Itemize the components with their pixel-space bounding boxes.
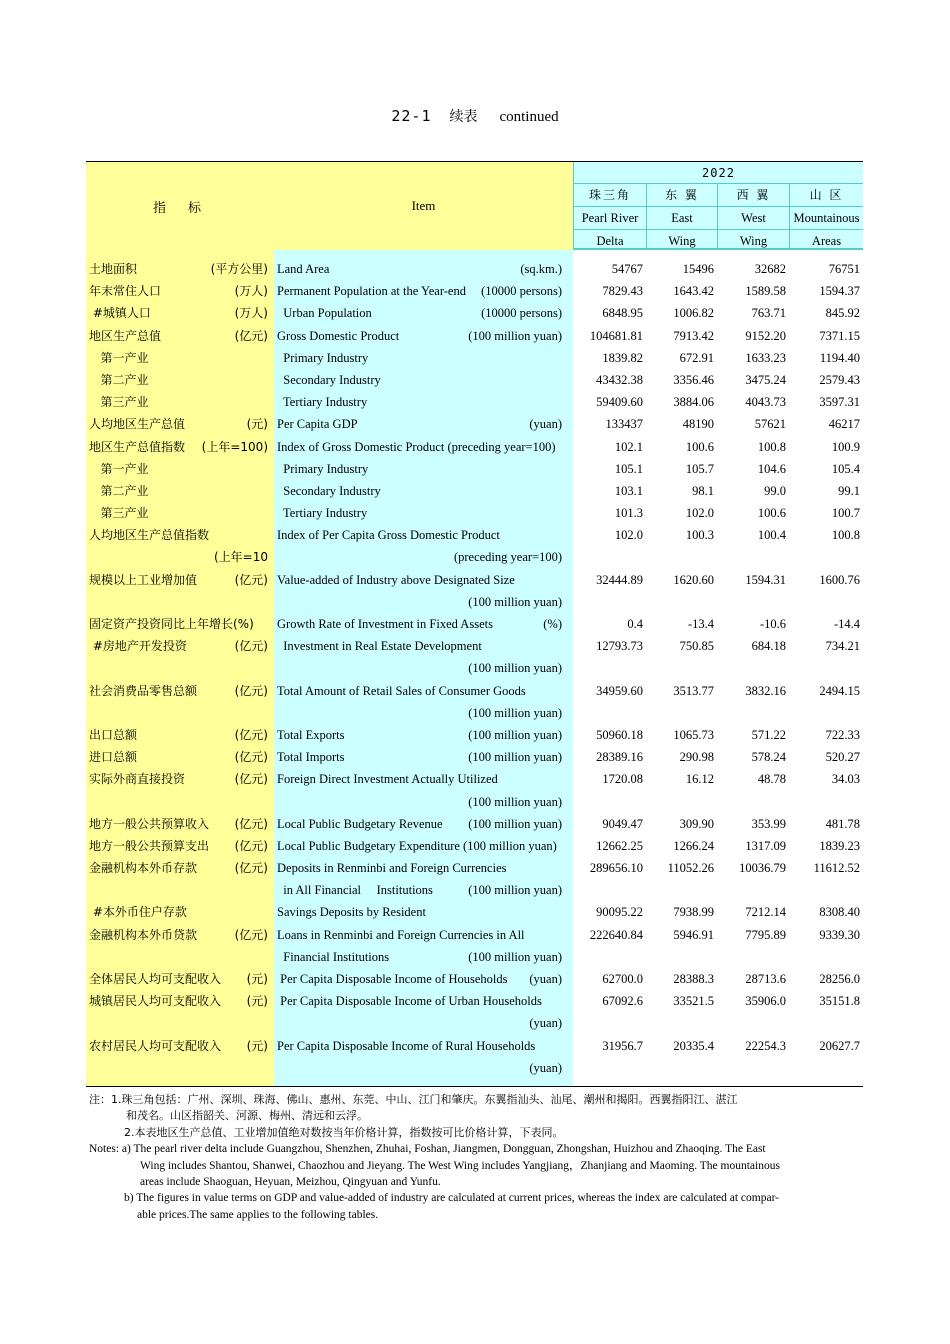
row-unit-en: (preceding year=100) — [453, 550, 562, 565]
row-label-en: Local Public Budgetary Revenue — [277, 816, 443, 831]
value-east-wing: 290.98 — [679, 750, 714, 765]
value-west-wing: 763.71 — [751, 306, 786, 321]
value-mountainous-areas: 722.33 — [825, 727, 860, 742]
header-region-mountainous-areas: 山 区 Mountainous Areas — [789, 184, 863, 250]
value-mountainous-areas: 1600.76 — [819, 572, 860, 587]
row-unit-en: (yuan) — [529, 1016, 562, 1031]
header-region-pearl-river-delta: 珠三角 Pearl River Delta — [573, 184, 646, 250]
row-unit-cn: (亿元) — [234, 838, 268, 853]
value-pearl-river-delta: 0.4 — [627, 617, 643, 631]
value-west-wing: 7795.89 — [745, 927, 786, 942]
value-east-wing: -13.4 — [687, 617, 714, 631]
value-west-wing: 48.78 — [757, 772, 786, 787]
row-unit-cn: (万人) — [234, 284, 268, 299]
row-unit-cn: (万人) — [234, 306, 268, 321]
row-unit-cn: (亿元) — [234, 772, 268, 787]
value-east-wing: 33521.5 — [673, 994, 714, 1009]
row-label-cn: 第二产业 — [89, 483, 149, 498]
header-year: 2022 — [573, 162, 863, 184]
value-pearl-river-delta: 31956.7 — [602, 1038, 643, 1053]
row-label-cn: 全体居民人均可支配收入 — [89, 972, 222, 986]
note-en-b-cont: able prices.The same applies to the following tables. — [137, 1208, 379, 1221]
row-label-cn: 人均地区生产总值指数 — [89, 528, 210, 543]
value-mountainous-areas: 1594.37 — [819, 284, 860, 299]
value-west-wing: 353.99 — [751, 816, 786, 831]
value-west-wing: 28713.6 — [745, 972, 786, 986]
value-mountainous-areas: 1194.40 — [819, 350, 860, 365]
value-pearl-river-delta: 104681.81 — [589, 328, 643, 343]
value-mountainous-areas: 99.1 — [838, 483, 860, 498]
row-label-cn: 社会消费品零售总额 — [89, 683, 198, 698]
row-label-en: Secondary Industry — [277, 483, 381, 498]
row-unit-cn: (元) — [246, 994, 268, 1009]
row-unit-en: (yuan) — [529, 972, 562, 986]
row-label-cn: 第一产业 — [89, 461, 149, 476]
value-mountainous-areas: 35151.8 — [819, 994, 860, 1009]
row-label-en: Primary Industry — [277, 350, 369, 365]
value-east-wing: 102.0 — [685, 506, 714, 521]
value-east-wing: 100.6 — [685, 439, 714, 454]
value-pearl-river-delta: 222640.84 — [589, 927, 643, 942]
value-west-wing: 4043.73 — [745, 395, 786, 410]
row-label-cn: 第二产业 — [89, 372, 149, 387]
row-unit-en: (yuan) — [529, 417, 562, 432]
table-row — [86, 924, 863, 946]
row-unit-cn: (亿元) — [234, 861, 268, 876]
value-pearl-river-delta: 28389.16 — [596, 750, 643, 765]
value-west-wing: 57621 — [754, 417, 786, 432]
table-row — [86, 413, 863, 435]
row-label-cn: 金融机构本外币存款 — [89, 861, 198, 876]
value-pearl-river-delta: 50960.18 — [596, 727, 643, 742]
value-east-wing: 1266.24 — [673, 838, 714, 853]
row-label-en: Deposits in Renminbi and Foreign Currencies — [277, 861, 507, 876]
row-label-cn: 实际外商直接投资 — [89, 772, 186, 787]
row-label-cn: 固定资产投资同比上年增长(%) — [89, 617, 254, 631]
row-label-cn: 地方一般公共预算收入 — [89, 816, 210, 831]
row-label-en: Tertiary Industry — [277, 506, 368, 521]
row-label-en: Total Exports — [277, 727, 345, 742]
row-unit-en: (100 million yuan) — [468, 794, 562, 809]
table-row — [86, 1012, 863, 1034]
note-en-a: Notes: a) The pearl river delta include Guangzhou, Shenzhen, Zhuhai, Foshan, Jiangmen, Dongguan, Zhongshan, Huizhou and Zhaoqing. The East — [89, 1143, 766, 1156]
value-pearl-river-delta: 133437 — [605, 417, 643, 432]
header-indicator-cn: 指标 — [86, 162, 274, 250]
value-west-wing: 104.6 — [757, 461, 786, 476]
header-region-east-wing: 东 翼 East Wing — [646, 184, 717, 250]
table-row — [86, 791, 863, 813]
value-mountainous-areas: 100.8 — [831, 528, 860, 543]
row-label-cn: 年末常住人口 — [89, 284, 162, 299]
row-label-cn: 第三产业 — [89, 395, 149, 410]
table-row — [86, 369, 863, 391]
row-label-en: Index of Gross Domestic Product (preceding year=100) — [277, 439, 556, 454]
row-label-cn: 规模以上工业增加值 — [89, 572, 198, 587]
value-pearl-river-delta: 34959.60 — [596, 683, 643, 698]
row-label-en: Financial Institutions — [277, 949, 390, 964]
value-east-wing: 309.90 — [679, 816, 714, 831]
table-row — [86, 458, 863, 480]
table-row — [86, 436, 863, 458]
value-west-wing: 7212.14 — [745, 905, 786, 920]
value-mountainous-areas: 7371.15 — [819, 328, 860, 343]
row-label-cn: #城镇人口 — [89, 306, 151, 321]
table-row — [86, 946, 863, 968]
value-pearl-river-delta: 289656.10 — [589, 861, 643, 876]
value-pearl-river-delta: 90095.22 — [596, 905, 643, 920]
title-cn: 续表 — [449, 109, 478, 125]
row-label-en: Primary Industry — [277, 461, 369, 476]
statistics-table — [86, 161, 863, 1087]
value-mountainous-areas: 100.7 — [831, 506, 860, 521]
row-label-en: Permanent Population at the Year-end — [277, 284, 466, 299]
row-unit-en: (100 million yuan) — [468, 816, 562, 831]
row-label-en: Per Capita GDP — [277, 417, 358, 432]
value-east-wing: 15496 — [682, 262, 714, 276]
row-unit-cn: (亿元) — [234, 639, 268, 654]
row-label-en: Foreign Direct Investment Actually Utilized — [277, 772, 498, 787]
row-unit-en: (100 million yuan) — [468, 661, 562, 676]
table-row — [86, 391, 863, 413]
row-label-en: Per Capita Disposable Income of Urban Households — [277, 994, 542, 1009]
value-pearl-river-delta: 32444.89 — [596, 572, 643, 587]
value-east-wing: 11052.26 — [667, 861, 714, 876]
row-unit-en: (100 million yuan) — [468, 328, 562, 343]
table-row — [86, 325, 863, 347]
value-mountainous-areas: 28256.0 — [819, 972, 860, 986]
value-east-wing: 28388.3 — [673, 972, 714, 986]
table-row — [86, 968, 863, 990]
value-pearl-river-delta: 67092.6 — [602, 994, 643, 1009]
row-label-en: Investment in Real Estate Development — [277, 639, 482, 654]
value-pearl-river-delta: 62700.0 — [602, 972, 643, 986]
header-item-en: Item — [274, 162, 573, 250]
row-label-cn: #本外币住户存款 — [89, 905, 187, 920]
row-label-cn: 人均地区生产总值 — [89, 417, 186, 432]
value-pearl-river-delta: 102.0 — [614, 528, 643, 543]
row-label-en: Savings Deposits by Resident — [277, 905, 426, 920]
note-cn-1-cont: 和茂名。山区指韶关、河源、梅州、清远和云浮。 — [126, 1109, 368, 1123]
value-mountainous-areas: 481.78 — [825, 816, 860, 831]
value-west-wing: 1633.23 — [745, 350, 786, 365]
row-unit-cn: (亿元) — [234, 572, 268, 587]
value-pearl-river-delta: 12793.73 — [596, 639, 643, 654]
value-mountainous-areas: 76751 — [828, 262, 860, 276]
value-mountainous-areas: -14.4 — [833, 617, 860, 631]
value-mountainous-areas: 734.21 — [825, 639, 860, 654]
value-mountainous-areas: 105.4 — [831, 461, 860, 476]
value-west-wing: 32682 — [754, 262, 786, 276]
row-unit-cn: (元) — [246, 417, 268, 432]
table-row — [86, 480, 863, 502]
value-east-wing: 1065.73 — [673, 727, 714, 742]
table-row — [86, 347, 863, 369]
value-east-wing: 105.7 — [685, 461, 714, 476]
row-label-cn: 出口总额 — [89, 727, 138, 742]
value-east-wing: 672.91 — [679, 350, 714, 365]
value-west-wing: 1594.31 — [745, 572, 786, 587]
value-east-wing: 3356.46 — [673, 372, 714, 387]
value-west-wing: 578.24 — [751, 750, 786, 765]
table-row — [86, 635, 863, 657]
value-pearl-river-delta: 102.1 — [614, 439, 643, 454]
value-mountainous-areas: 9339.30 — [819, 927, 860, 942]
row-unit-cn: (亿元) — [234, 750, 268, 765]
value-east-wing: 3513.77 — [673, 683, 714, 698]
value-pearl-river-delta: 9049.47 — [602, 816, 643, 831]
value-west-wing: 100.8 — [757, 439, 786, 454]
table-notes — [89, 1092, 864, 1223]
value-pearl-river-delta: 1839.82 — [602, 350, 643, 365]
value-mountainous-areas: 46217 — [828, 417, 860, 432]
value-west-wing: 1589.58 — [745, 284, 786, 299]
value-west-wing: 684.18 — [751, 639, 786, 654]
value-east-wing: 1006.82 — [673, 306, 714, 321]
table-title — [0, 106, 950, 126]
table-row — [86, 613, 863, 635]
value-west-wing: 3832.16 — [745, 683, 786, 698]
row-unit-en: (%) — [543, 617, 562, 631]
table-row — [86, 901, 863, 923]
table-row — [86, 746, 863, 768]
value-pearl-river-delta: 54767 — [611, 262, 643, 276]
value-west-wing: 571.22 — [751, 727, 786, 742]
row-unit-en: (100 million yuan) — [468, 883, 562, 898]
value-east-wing: 750.85 — [679, 639, 714, 654]
value-east-wing: 20335.4 — [673, 1038, 714, 1053]
value-mountainous-areas: 100.9 — [831, 439, 860, 454]
table-row — [86, 879, 863, 901]
table-row — [86, 835, 863, 857]
row-unit-cn: (上年=100) — [201, 439, 268, 454]
table-row — [86, 280, 863, 302]
value-mountainous-areas: 34.03 — [831, 772, 860, 787]
table-row — [86, 302, 863, 324]
row-label-en: Index of Per Capita Gross Domestic Product — [277, 528, 500, 543]
value-mountainous-areas: 11612.52 — [813, 861, 860, 876]
title-en: continued — [499, 109, 559, 125]
row-unit-en: (100 million yuan) — [468, 949, 562, 964]
row-label-cn: #房地产开发投资 — [89, 639, 187, 654]
value-pearl-river-delta: 12662.25 — [596, 838, 643, 853]
header-region-west-wing: 西 翼 West Wing — [717, 184, 789, 250]
table-row — [86, 1035, 863, 1057]
value-west-wing: 9152.20 — [745, 328, 786, 343]
value-east-wing: 7913.42 — [673, 328, 714, 343]
value-mountainous-areas: 20627.7 — [819, 1038, 860, 1053]
row-label-cn: 金融机构本外币贷款 — [89, 927, 198, 942]
table-row — [86, 1057, 863, 1079]
value-west-wing: 10036.79 — [739, 861, 786, 876]
table-row — [86, 857, 863, 879]
value-mountainous-areas: 2494.15 — [819, 683, 860, 698]
row-unit-en: (sq.km.) — [520, 262, 562, 276]
value-east-wing: 1643.42 — [673, 284, 714, 299]
table-row — [86, 569, 863, 591]
value-east-wing: 5946.91 — [673, 927, 714, 942]
value-east-wing: 7938.99 — [673, 905, 714, 920]
row-label-en: Urban Population — [277, 306, 372, 321]
value-west-wing: 1317.09 — [745, 838, 786, 853]
row-label-en: Per Capita Disposable Income of Rural Households — [277, 1038, 536, 1053]
value-west-wing: 35906.0 — [745, 994, 786, 1009]
value-pearl-river-delta: 103.1 — [614, 483, 643, 498]
value-pearl-river-delta: 6848.95 — [602, 306, 643, 321]
value-west-wing: 100.6 — [757, 506, 786, 521]
value-pearl-river-delta: 105.1 — [614, 461, 643, 476]
table-row — [86, 813, 863, 835]
table-body — [86, 258, 863, 1079]
row-unit-cn: (元) — [246, 972, 268, 986]
table-row — [86, 258, 863, 280]
value-pearl-river-delta: 59409.60 — [596, 395, 643, 410]
row-unit-en: (10000 persons) — [481, 306, 562, 321]
row-label-en: Per Capita Disposable Income of Households — [277, 972, 508, 986]
value-west-wing: 3475.24 — [745, 372, 786, 387]
row-label-cn: 土地面积 — [89, 262, 138, 276]
table-row — [86, 702, 863, 724]
row-unit-cn: (亿元) — [234, 727, 268, 742]
value-east-wing: 3884.06 — [673, 395, 714, 410]
value-west-wing: 100.4 — [757, 528, 786, 543]
value-west-wing: 22254.3 — [745, 1038, 786, 1053]
table-row — [86, 724, 863, 746]
note-en-a-cont2: areas include Shaoguan, Heyuan, Meizhou, Qingyuan and Yunfu. — [140, 1176, 441, 1189]
row-unit-en: (yuan) — [529, 1060, 562, 1075]
table-row — [86, 768, 863, 790]
value-pearl-river-delta: 7829.43 — [602, 284, 643, 299]
value-west-wing: 99.0 — [764, 483, 786, 498]
row-label-en: Growth Rate of Investment in Fixed Assets — [277, 617, 493, 631]
row-unit-en: (100 million yuan) — [468, 750, 562, 765]
row-label-cn: 地区生产总值 — [89, 328, 162, 343]
row-unit-en: (10000 persons) — [481, 284, 562, 299]
row-label-cn: 地区生产总值指数 — [89, 439, 186, 454]
value-mountainous-areas: 520.27 — [825, 750, 860, 765]
row-unit-en: (100 million yuan) — [468, 594, 562, 609]
table-row — [86, 502, 863, 524]
value-mountainous-areas: 8308.40 — [819, 905, 860, 920]
table-row — [86, 546, 863, 568]
row-unit-cn: (元) — [246, 1038, 268, 1053]
table-row — [86, 657, 863, 679]
row-unit-cn: (平方公里) — [210, 262, 268, 276]
table-row — [86, 591, 863, 613]
note-en-a-cont1: Wing includes Shantou, Shanwei, Chaozhou and Jieyang. The West Wing includes Yangjiang，Zhanjiang and Maoming. The mountainous — [140, 1159, 780, 1172]
value-east-wing: 16.12 — [685, 772, 714, 787]
row-label-en: in All Financial Institutions — [277, 883, 433, 898]
row-unit-en: (100 million yuan) — [468, 705, 562, 720]
value-pearl-river-delta: 43432.38 — [596, 372, 643, 387]
row-label-cn: 农村居民人均可支配收入 — [89, 1038, 222, 1053]
note-en-b: b) The figures in value terms on GDP and value-added of industry are calculated at current prices, whereas the index are calculated at compar- — [124, 1192, 779, 1205]
value-mountainous-areas: 1839.23 — [819, 838, 860, 853]
row-label-cn: 城镇居民人均可支配收入 — [89, 994, 222, 1009]
value-east-wing: 98.1 — [692, 483, 714, 498]
row-unit-cn: (亿元) — [234, 328, 268, 343]
row-label-en: Total Amount of Retail Sales of Consumer Goods — [277, 683, 526, 698]
value-pearl-river-delta: 1720.08 — [602, 772, 643, 787]
row-unit-en: (100 million yuan) — [468, 727, 562, 742]
value-mountainous-areas: 3597.31 — [819, 395, 860, 410]
row-unit-cn: (上年=10 — [213, 550, 268, 565]
row-label-cn: 进口总额 — [89, 750, 138, 765]
row-label-en: Land Area — [277, 262, 330, 276]
table-row — [86, 680, 863, 702]
table-row — [86, 990, 863, 1012]
value-east-wing: 48190 — [682, 417, 714, 432]
value-pearl-river-delta: 101.3 — [614, 506, 643, 521]
value-mountainous-areas: 845.92 — [825, 306, 860, 321]
row-label-en: Value-added of Industry above Designated Size — [277, 572, 515, 587]
value-west-wing: -10.6 — [759, 617, 786, 631]
row-unit-cn: (亿元) — [234, 816, 268, 831]
row-label-en: Loans in Renminbi and Foreign Currencies in All — [277, 927, 525, 942]
table-header — [86, 162, 863, 250]
row-label-en: Local Public Budgetary Expenditure (100 million yuan) — [277, 838, 557, 853]
value-east-wing: 100.3 — [685, 528, 714, 543]
row-unit-cn: (亿元) — [234, 927, 268, 942]
note-cn-1: 注：1.珠三角包括：广州、深圳、珠海、佛山、惠州、东莞、中山、江门和肇庆。东翼指汕头、汕尾、潮州和揭阳。西翼指阳江、湛江 — [89, 1093, 738, 1106]
row-label-en: Secondary Industry — [277, 372, 381, 387]
row-unit-cn: (亿元) — [234, 683, 268, 698]
row-label-cn: 第一产业 — [89, 350, 149, 365]
value-mountainous-areas: 2579.43 — [819, 372, 860, 387]
note-cn-2: 2.本表地区生产总值、工业增加值绝对数按当年价格计算，指数按可比价格计算，下表同。 — [124, 1125, 564, 1139]
table-row — [86, 524, 863, 546]
value-east-wing: 1620.60 — [673, 572, 714, 587]
row-label-en: Total Imports — [277, 750, 345, 765]
row-label-en: Tertiary Industry — [277, 395, 368, 410]
row-label-cn: 第三产业 — [89, 506, 149, 521]
row-label-en: Gross Domestic Product — [277, 328, 400, 343]
row-label-cn: 地方一般公共预算支出 — [89, 838, 210, 853]
table-number: 22-1 — [391, 107, 432, 125]
